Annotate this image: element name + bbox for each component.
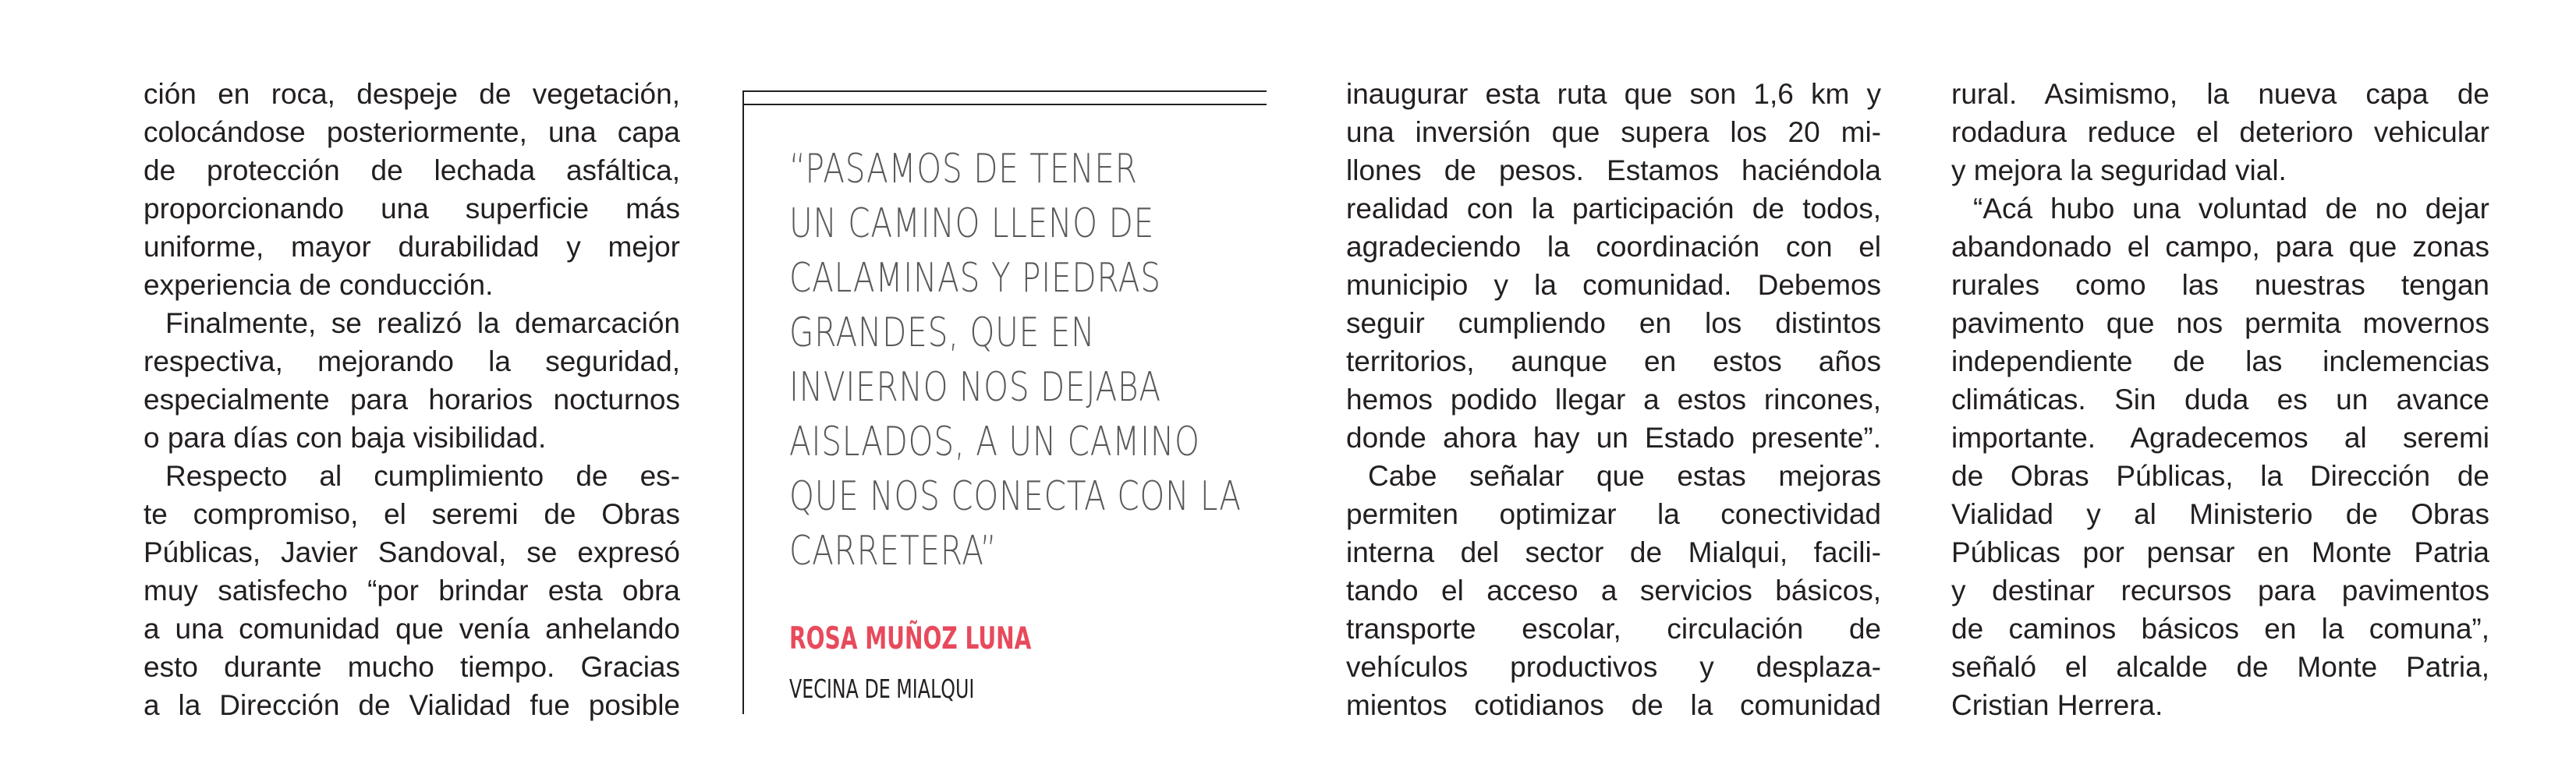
text-line: permiten optimizar la conectividad [1346,498,1881,530]
text-line: Cabe señalar que estas mejoras [1368,460,1881,492]
pullquote-left-rule [742,90,744,714]
text-line: tando el acceso a servicios básicos, [1346,575,1881,607]
text-line: rurales como las nuestras tengan [1951,269,2489,301]
text-line: realidad con la participación de todos, [1346,193,1881,225]
text-line: interna del sector de Mialqui, facili- [1346,536,1881,568]
text-line: llones de pesos. Estamos haciéndola [1346,154,1881,186]
text-line: importante. Agradecemos al seremi [1951,422,2489,454]
pullquote-top-rule-2 [742,104,1267,105]
text-line: y destinar recursos para pavimentos [1951,575,2489,607]
text-line: “Acá hubo una voluntad de no dejar [1973,193,2489,225]
article-column-4 [1951,75,2489,724]
text-line: territorios, aunque en estos años [1346,345,1881,377]
text-line: mientos cotidianos de la comunidad [1346,689,1881,721]
text-line: vehículos productivos y desplaza- [1346,651,1881,683]
text-line: rural. Asimismo, la nueva capa de [1951,78,2489,110]
article-column-3 [1346,75,1881,724]
text-line: uniforme, mayor durabilidad y mejor [144,231,680,263]
pullquote-top-rule [742,90,1267,92]
text-line: Finalmente, se realizó la demarcación [165,307,680,339]
pullquote-line: GRANDES, QUE EN [789,309,1096,356]
text-line: señaló el alcalde de Monte Patria, [1951,651,2489,683]
text-line: proporcionando una superficie más [144,193,680,225]
pullquote-line: CALAMINAS Y PIEDRAS [789,255,1161,302]
text-line: donde ahora hay un Estado presente”. [1346,422,1881,454]
text-line: municipio y la comunidad. Debemos [1346,269,1881,301]
pullquote-author-name: ROSA MUÑOZ LUNA [789,621,1032,656]
text-line: esto durante mucho tiempo. Gracias [144,651,680,683]
text-line: rodadura reduce el deterioro vehicular [1951,116,2489,148]
text-line: respectiva, mejorando la seguridad, [144,345,680,377]
pullquote-line: CARRETERA” [789,528,997,575]
pullquote-line: INVIERNO NOS DEJABA [789,364,1161,411]
text-line: ción en roca, despeje de vegetación, [144,78,680,110]
text-line: y mejora la seguridad vial. [1951,154,2287,186]
text-line: hemos podido llegar a estos rincones, [1346,384,1881,416]
text-line: Respecto al cumplimiento de es- [165,460,680,492]
text-line: inaugurar esta ruta que son 1,6 km y [1346,78,1881,110]
pullquote-line: AISLADOS, A UN CAMINO [789,419,1200,465]
text-line: muy satisfecho “por brindar esta obra [144,575,680,607]
text-line: a una comunidad que venía anhelando [144,613,680,645]
text-line: Públicas, Javier Sandoval, se expresó [144,536,680,568]
text-line: transporte escolar, circulación de [1346,613,1881,645]
text-line: a la Dirección de Vialidad fue posible [144,689,680,721]
article-column-1 [144,75,680,724]
text-line: especialmente para horarios nocturnos [144,384,680,416]
text-line: o para días con baja visibilidad. [144,422,547,454]
text-line: de protección de lechada asfáltica, [144,154,680,186]
text-line: de caminos básicos en la comuna”, [1951,613,2489,645]
text-line: experiencia de conducción. [144,269,494,301]
pullquote-line: “PASAMOS DE TENER [789,146,1138,193]
text-line: independiente de las inclemencias [1951,345,2489,377]
pullquote-author-role: VECINA DE MIALQUI [789,674,975,704]
text-line: abandonado el campo, para que zonas [1951,231,2489,263]
text-line: Cristian Herrera. [1951,689,2163,721]
text-line: climáticas. Sin duda es un avance [1951,384,2489,416]
text-line: te compromiso, el seremi de Obras [144,498,680,530]
text-line: de Obras Públicas, la Dirección de [1951,460,2489,492]
pullquote-text [789,142,1242,578]
pullquote-line: UN CAMINO LLENO DE [789,200,1154,247]
text-line: una inversión que supera los 20 mi- [1346,116,1881,148]
text-line: seguir cumpliendo en los distintos [1346,307,1881,339]
pullquote-line: QUE NOS CONECTA CON LA [789,473,1242,520]
text-line: pavimento que nos permita movernos [1951,307,2489,339]
text-line: Vialidad y al Ministerio de Obras [1951,498,2489,530]
text-line: colocándose posteriormente, una capa [144,116,680,148]
text-line: agradeciendo la coordinación con el [1346,231,1881,263]
text-line: Públicas por pensar en Monte Patria [1951,536,2489,568]
